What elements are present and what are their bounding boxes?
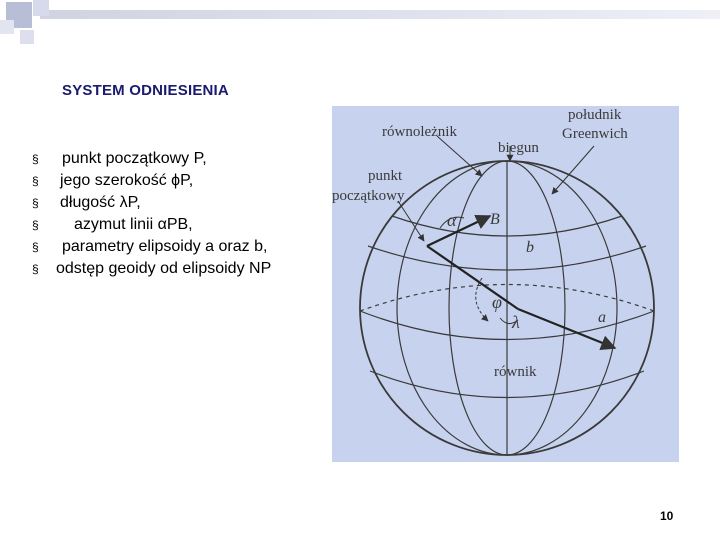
bullet-marker: § [32, 174, 39, 188]
label-equator: równik [494, 364, 537, 380]
bullet-marker: § [32, 262, 39, 276]
header-square-small [0, 20, 14, 34]
bullet-text: długość λP, [60, 194, 141, 211]
label-phi: φ [492, 292, 502, 312]
header-square-tiny [20, 30, 34, 44]
label-lambda: λ [512, 312, 520, 332]
bullet-text: punkt początkowy P, [62, 150, 207, 167]
globe-svg [332, 106, 679, 462]
label-start-2: początkowy [332, 188, 405, 204]
label-B: B [490, 211, 500, 228]
header-square-medium [33, 0, 49, 16]
label-alpha: α [447, 210, 457, 230]
bullet-marker: § [32, 218, 39, 232]
geodetic-diagram [332, 106, 679, 462]
bullet-text: jego szerokość ϕP, [60, 172, 194, 189]
bullet-text: parametry elipsoidy a oraz b, [62, 238, 268, 255]
label-b: b [526, 239, 534, 256]
bullet-marker: § [32, 196, 39, 210]
bullet-item [32, 170, 332, 192]
page-number: 10 [660, 509, 674, 523]
bullet-marker: § [32, 240, 39, 254]
bullet-item [32, 236, 332, 258]
bullet-marker: § [32, 152, 39, 166]
label-meridian-1: południk [568, 107, 622, 123]
label-a: a [598, 309, 606, 326]
slide-title: SYSTEM ODNIESIENIA [62, 82, 229, 99]
bullet-item [32, 258, 332, 280]
bullet-text: odstęp geoidy od elipsoidy NP [56, 260, 272, 277]
label-pole: biegun [498, 140, 539, 156]
label-parallel: równoleżnik [382, 124, 457, 140]
bullet-item [32, 192, 332, 214]
label-meridian-2: Greenwich [562, 126, 628, 142]
bullet-item [32, 148, 332, 170]
line-P-center [427, 246, 518, 309]
bullet-text: azymut linii αPB, [74, 216, 193, 233]
pointer-line [437, 136, 482, 176]
bullet-list [32, 148, 332, 280]
bullet-item [32, 214, 332, 236]
header-bar [40, 10, 720, 19]
line-PB [427, 216, 490, 246]
label-start-1: punkt [368, 168, 403, 184]
